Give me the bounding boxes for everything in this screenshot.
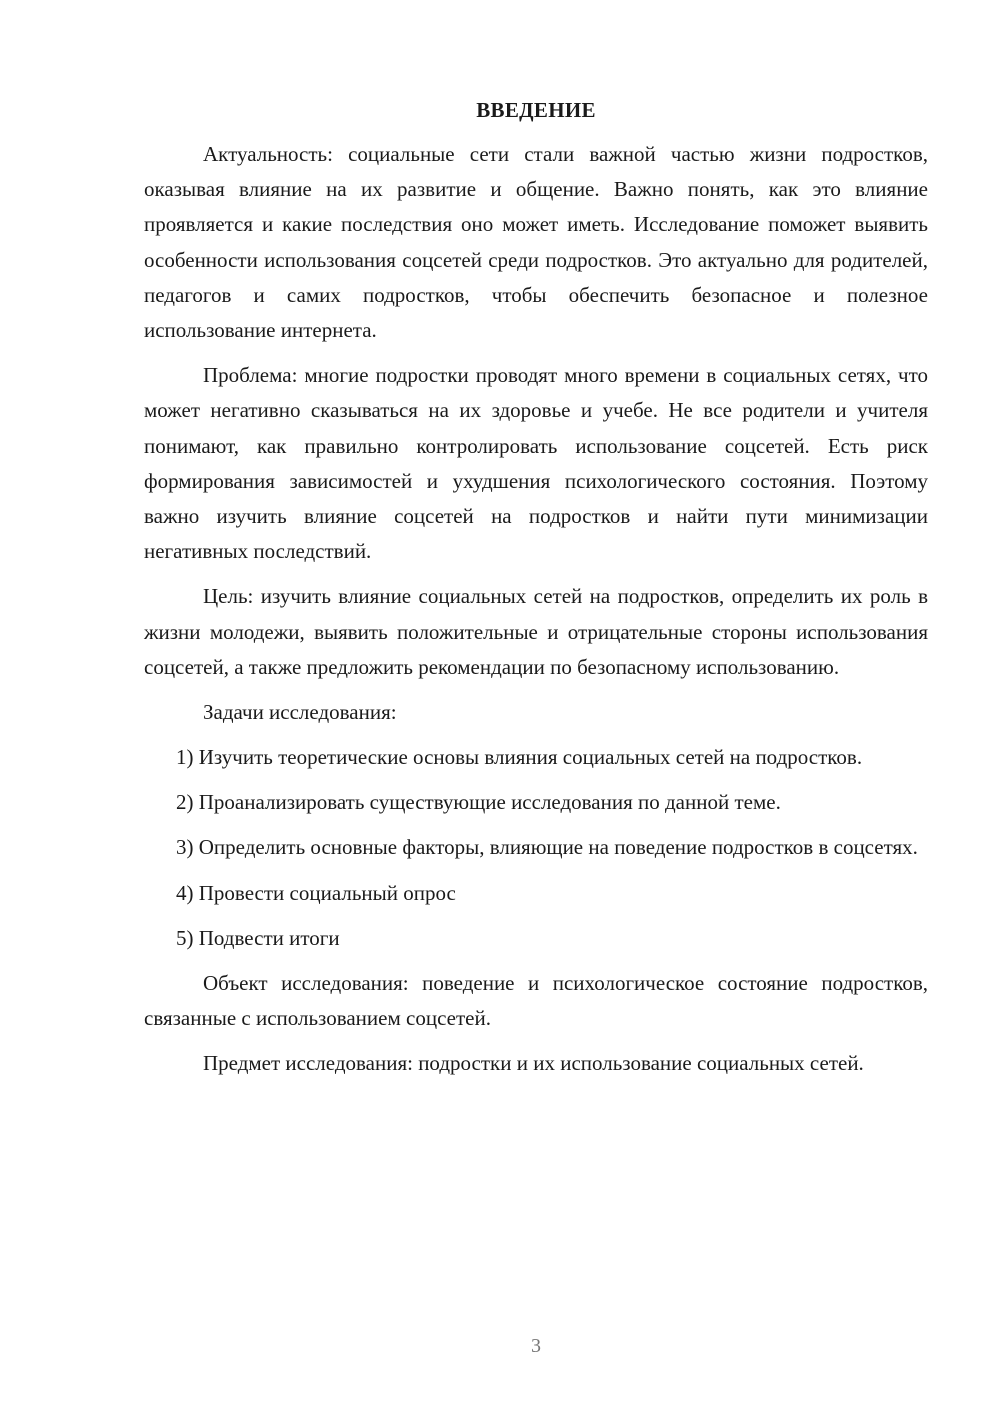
relevance-paragraph: Актуальность: социальные сети стали важной частью жизни подростков, оказывая влияние на их развитие и общение. Важно понять, как это влияние проявляется и какие последствия оно может иметь. Исследование поможет выявить особенности использования соцсетей среди подростков. Это актуально для родителей, педагогов и самих подростков, чтобы обеспечить безопасное и полезное использование интернета. bbox=[144, 142, 928, 343]
task-item: 3) Определить основные факторы, влияющие на поведение подростков в соцсетях. bbox=[176, 835, 918, 860]
object-paragraph: Объект исследования: поведение и психологическое состояние подростков, связанные с использованием соцсетей. bbox=[144, 971, 928, 1031]
tasks-label: Задачи исследования: bbox=[203, 700, 397, 725]
task-item: 4) Провести социальный опрос bbox=[176, 880, 456, 905]
subject-paragraph: Предмет исследования: подростки и их использование социальных сетей. bbox=[203, 1051, 864, 1076]
task-item: 5) Подвести итоги bbox=[176, 925, 340, 950]
page-number: 3 bbox=[531, 1335, 541, 1357]
problem-paragraph: Проблема: многие подростки проводят много времени в социальных сетях, что может негативно сказываться на их здоровье и учебе. Не все родители и учителя понимают, как правильно контролировать использование соцсетей. Есть риск формирования зависимостей и ухудшения психологического состояния. Поэтому важно изучить влияние соцсетей на подростков и найти пути минимизации негативных последствий. bbox=[144, 363, 928, 564]
task-item: 2) Проанализировать существующие исследования по данной теме. bbox=[176, 790, 781, 815]
task-item: 1) Изучить теоретические основы влияния социальных сетей на подростков. bbox=[176, 745, 863, 770]
goal-paragraph: Цель: изучить влияние социальных сетей на подростков, определить их роль в жизни молодежи, выявить положительные и отрицательные стороны использования соцсетей, а также предложить рекомендации по безопасному использованию. bbox=[144, 584, 928, 679]
page-content bbox=[144, 95, 928, 1092]
section-heading: ВВЕДЕНИЕ bbox=[476, 98, 596, 122]
